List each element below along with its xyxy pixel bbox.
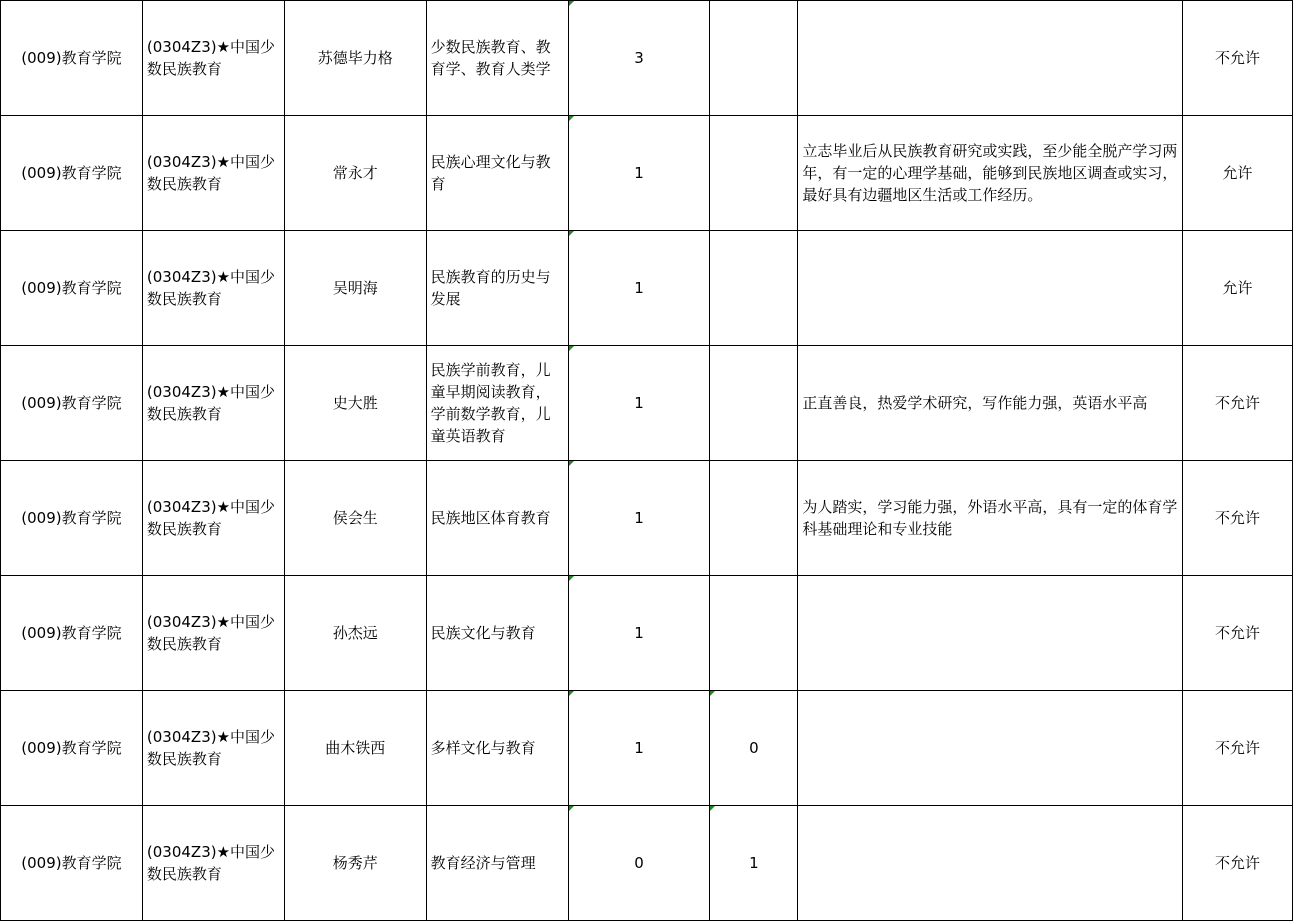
major-cell[interactable] (142, 461, 284, 576)
cell-comment-marker-icon (710, 691, 715, 696)
allow-status-cell[interactable] (1183, 116, 1293, 231)
quota-secondary-cell[interactable] (710, 231, 798, 346)
allow-status-cell[interactable] (1183, 576, 1293, 691)
allow-status-cell-text: 允许 (1222, 279, 1253, 297)
research-direction-cell[interactable] (426, 346, 568, 461)
requirement-cell[interactable] (798, 576, 1183, 691)
allow-status-cell-text: 不允许 (1215, 739, 1261, 757)
allow-status-cell[interactable] (1183, 1, 1293, 116)
research-direction-cell[interactable] (426, 576, 568, 691)
table-row (1, 806, 1293, 921)
research-direction-cell[interactable] (426, 691, 568, 806)
requirement-cell-text: 为人踏实，学习能力强，外语水平高，具有一定的体育学科基础理论和专业技能 (802, 498, 1178, 538)
college-cell[interactable] (1, 346, 143, 461)
allow-status-cell[interactable] (1183, 806, 1293, 921)
tutor-cell[interactable] (284, 231, 426, 346)
requirement-cell-text: 正直善良，热爱学术研究，写作能力强，英语水平高 (802, 394, 1148, 412)
cell-comment-marker-icon (569, 806, 574, 811)
allow-status-cell-text: 不允许 (1215, 854, 1261, 872)
tutor-cell[interactable] (284, 116, 426, 231)
table-body (1, 1, 1293, 921)
quota-cell[interactable] (568, 116, 710, 231)
cell-comment-marker-icon (569, 691, 574, 696)
quota-cell[interactable] (568, 231, 710, 346)
quota-secondary-cell[interactable] (710, 116, 798, 231)
tutor-cell-text: 常永才 (332, 164, 378, 182)
allow-status-cell[interactable] (1183, 346, 1293, 461)
college-cell-text: (009)教育学院 (21, 49, 122, 67)
cell-comment-marker-icon (569, 1, 574, 6)
requirement-cell[interactable] (798, 461, 1183, 576)
quota-cell-text: 1 (634, 164, 644, 182)
tutor-cell-text: 侯会生 (332, 509, 378, 527)
research-direction-cell-text: 民族地区体育教育 (430, 509, 551, 527)
research-direction-cell-text: 民族学前教育，儿童早期阅读教育，学前数学教育，儿童英语教育 (430, 361, 551, 445)
research-direction-cell-text: 民族文化与教育 (430, 624, 536, 642)
requirement-cell[interactable] (798, 231, 1183, 346)
quota-secondary-cell[interactable] (710, 346, 798, 461)
major-cell-text: (0304Z3)★中国少数民族教育 (146, 153, 276, 193)
quota-cell[interactable] (568, 691, 710, 806)
quota-secondary-cell-text: 0 (749, 739, 759, 757)
college-cell[interactable] (1, 231, 143, 346)
quota-secondary-cell[interactable] (710, 691, 798, 806)
quota-secondary-cell[interactable] (710, 576, 798, 691)
college-cell[interactable] (1, 691, 143, 806)
cell-comment-marker-icon (710, 806, 715, 811)
major-cell[interactable] (142, 806, 284, 921)
major-cell[interactable] (142, 116, 284, 231)
college-cell[interactable] (1, 576, 143, 691)
college-cell-text: (009)教育学院 (21, 854, 122, 872)
quota-secondary-cell-text: 1 (749, 854, 759, 872)
allow-status-cell-text: 不允许 (1215, 509, 1261, 527)
major-cell-text: (0304Z3)★中国少数民族教育 (146, 728, 276, 768)
tutor-cell[interactable] (284, 806, 426, 921)
college-cell-text: (009)教育学院 (21, 394, 122, 412)
quota-cell-text: 1 (634, 509, 644, 527)
allow-status-cell-text: 不允许 (1215, 394, 1261, 412)
table-row (1, 346, 1293, 461)
tutor-cell-text: 曲木铁西 (325, 739, 386, 757)
tutor-cell[interactable] (284, 691, 426, 806)
quota-secondary-cell[interactable] (710, 461, 798, 576)
research-direction-cell[interactable] (426, 116, 568, 231)
tutor-cell[interactable] (284, 346, 426, 461)
allow-status-cell-text: 不允许 (1215, 49, 1261, 67)
requirement-cell[interactable] (798, 1, 1183, 116)
cell-comment-marker-icon (569, 346, 574, 351)
tutor-cell-text: 孙杰远 (332, 624, 378, 642)
college-cell-text: (009)教育学院 (21, 509, 122, 527)
research-direction-cell-text: 多样文化与教育 (430, 739, 536, 757)
requirement-cell[interactable] (798, 806, 1183, 921)
college-cell[interactable] (1, 116, 143, 231)
college-cell-text: (009)教育学院 (21, 164, 122, 182)
tutor-cell[interactable] (284, 576, 426, 691)
research-direction-cell-text: 少数民族教育、教育学、教育人类学 (430, 38, 551, 78)
research-direction-cell[interactable] (426, 461, 568, 576)
requirement-cell-text: 立志毕业后从民族教育研究或实践，至少能全脱产学习两年，有一定的心理学基础，能够到民族地区调查或实习，最好具有边疆地区生活或工作经历。 (802, 142, 1178, 204)
major-cell[interactable] (142, 576, 284, 691)
major-cell-text: (0304Z3)★中国少数民族教育 (146, 843, 276, 883)
quota-cell-text: 1 (634, 394, 644, 412)
quota-secondary-cell[interactable] (710, 806, 798, 921)
quota-cell-text: 1 (634, 739, 644, 757)
quota-cell-text: 1 (634, 279, 644, 297)
tutor-cell-text: 杨秀芹 (332, 854, 378, 872)
cell-comment-marker-icon (569, 576, 574, 581)
quota-cell[interactable] (568, 346, 710, 461)
major-cell-text: (0304Z3)★中国少数民族教育 (146, 383, 276, 423)
quota-secondary-cell[interactable] (710, 1, 798, 116)
tutor-cell-text: 吴明海 (332, 279, 378, 297)
college-cell[interactable] (1, 461, 143, 576)
major-cell-text: (0304Z3)★中国少数民族教育 (146, 38, 276, 78)
table-row (1, 461, 1293, 576)
table-row (1, 691, 1293, 806)
major-cell-text: (0304Z3)★中国少数民族教育 (146, 268, 276, 308)
college-cell-text: (009)教育学院 (21, 739, 122, 757)
quota-cell-text: 3 (634, 49, 644, 67)
cell-comment-marker-icon (569, 461, 574, 466)
tutor-cell[interactable] (284, 1, 426, 116)
allow-status-cell[interactable] (1183, 461, 1293, 576)
allow-status-cell[interactable] (1183, 691, 1293, 806)
quota-cell[interactable] (568, 461, 710, 576)
table-row (1, 116, 1293, 231)
quota-cell[interactable] (568, 806, 710, 921)
research-direction-cell-text: 民族教育的历史与发展 (430, 268, 551, 308)
major-cell[interactable] (142, 691, 284, 806)
table-row (1, 231, 1293, 346)
quota-cell[interactable] (568, 576, 710, 691)
major-cell-text: (0304Z3)★中国少数民族教育 (146, 498, 276, 538)
allow-status-cell-text: 允许 (1222, 164, 1253, 182)
research-direction-cell-text: 教育经济与管理 (430, 854, 536, 872)
major-cell[interactable] (142, 1, 284, 116)
major-cell[interactable] (142, 231, 284, 346)
tutor-cell[interactable] (284, 461, 426, 576)
research-direction-cell[interactable] (426, 231, 568, 346)
cell-comment-marker-icon (569, 116, 574, 121)
allow-status-cell[interactable] (1183, 231, 1293, 346)
quota-cell-text: 0 (634, 854, 644, 872)
research-direction-cell[interactable] (426, 806, 568, 921)
college-cell[interactable] (1, 1, 143, 116)
college-cell[interactable] (1, 806, 143, 921)
college-cell-text: (009)教育学院 (21, 624, 122, 642)
table-row (1, 576, 1293, 691)
tutor-cell-text: 苏德毕力格 (317, 49, 393, 67)
table-row (1, 1, 1293, 116)
major-cell[interactable] (142, 346, 284, 461)
research-direction-cell[interactable] (426, 1, 568, 116)
requirement-cell[interactable] (798, 691, 1183, 806)
requirement-cell[interactable] (798, 116, 1183, 231)
tutor-cell-text: 史大胜 (332, 394, 378, 412)
allow-status-cell-text: 不允许 (1215, 624, 1261, 642)
quota-cell[interactable] (568, 1, 710, 116)
cell-comment-marker-icon (569, 231, 574, 236)
research-direction-cell-text: 民族心理文化与教育 (430, 153, 551, 193)
quota-cell-text: 1 (634, 624, 644, 642)
major-cell-text: (0304Z3)★中国少数民族教育 (146, 613, 276, 653)
college-cell-text: (009)教育学院 (21, 279, 122, 297)
requirement-cell[interactable] (798, 346, 1183, 461)
